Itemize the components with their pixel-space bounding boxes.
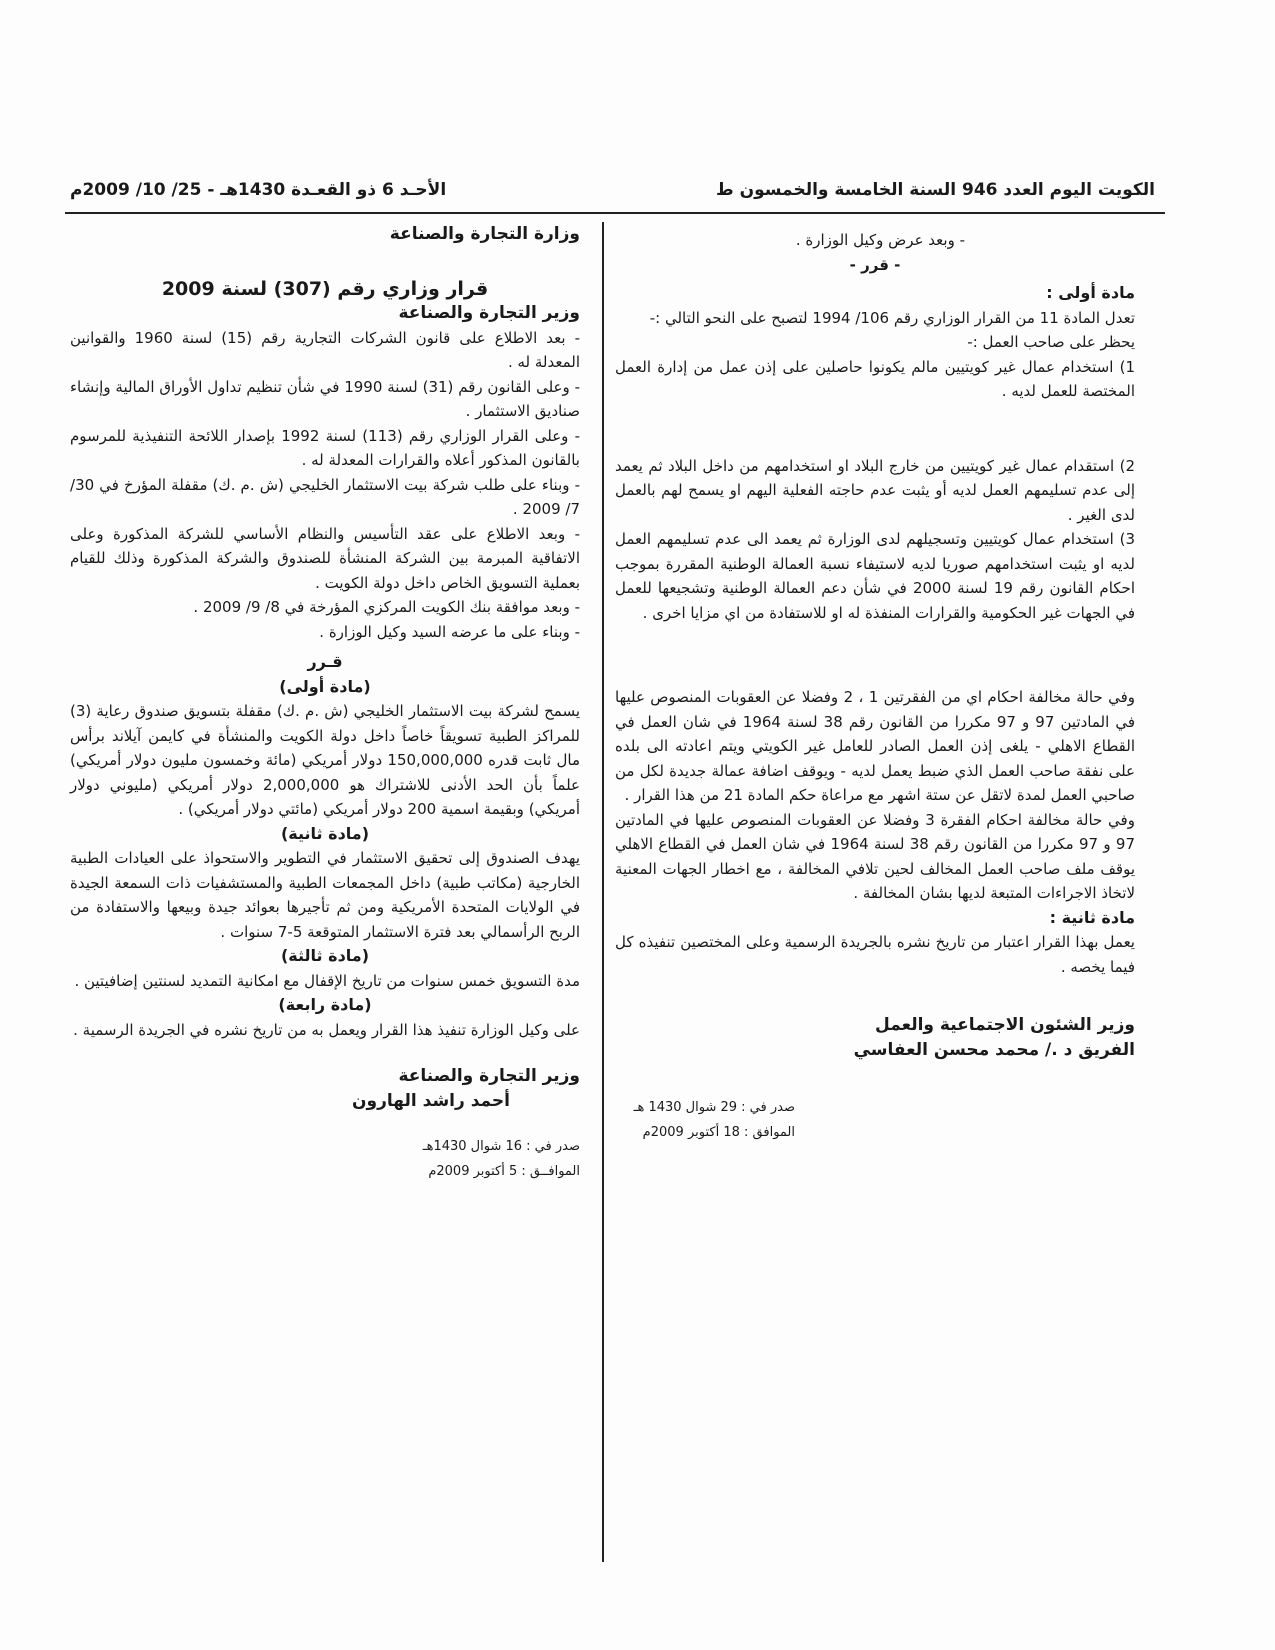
article2-text: يعمل بهذا القرار اعتبار من تاريخ نشره بالجريدة الرسمية وعلى المختصين تنفيذه كل فيما يخصه . <box>615 933 1135 976</box>
left-issued-date: صدر في : 16 شوال 1430هـ <box>422 1139 580 1154</box>
column-divider <box>602 222 604 1562</box>
left-minister-title: وزير التجارة والصناعة <box>398 1066 580 1086</box>
item-1: 1) استخدام عمال غير كويتيين مالم يكونوا حاصلين على إذن عمل من إدارة العمل المختصة للعمل لديه . <box>615 357 1135 400</box>
preamble-7: - وبناء على ما عرضه السيد وكيل الوزارة . <box>319 622 580 641</box>
article-3-text: مدة التسويق خمس سنوات من تاريخ الإقفال مع امكانية التمديد لسنتين إضافيتين . <box>74 971 580 990</box>
article1-title: مادة أولى : <box>1046 283 1135 302</box>
header-date: الأحـد 6 ذو القعـدة 1430هـ - 25/ 10/ 2009م <box>70 180 447 200</box>
left-minister-name: أحمد راشد الهارون <box>352 1090 510 1111</box>
minister-heading: وزير التجارة والصناعة <box>398 303 580 323</box>
decided-heading: - قرر - <box>849 255 901 274</box>
article-1-title: (مادة أولى) <box>279 676 371 696</box>
left-column <box>70 222 580 1184</box>
minister-title: وزير الشئون الاجتماعية والعمل <box>875 1015 1135 1035</box>
penalty-1: وفي حالة مخالفة احكام اي من الفقرتين 1 ، 2 وفضلا عن العقوبات المنصوص عليها في المادتين 97 و 97 مكررا من القانون رقم 38 لسنة 1964 في شان العمل في القطاع الاهلي - يلغى إذن العمل الصادر للعامل غير الكويتي ويتم اعادته الى بلده على نفقة صاحب العمل الذي ضبط يعمل لديه - ويوقف اضافة عمالة جديدة لكل من صاحبي العمل لمدة لاتقل عن ستة اشهر مع مراعاة حكم المادة 21 من هذا القرار . <box>615 688 1135 804</box>
prohibited-line: يحظر على صاحب العمل :- <box>967 333 1135 351</box>
article-2-title: (مادة ثانية) <box>280 823 370 843</box>
article-1-text: يسمح لشركة بيت الاستثمار الخليجي (ش .م .ك) مقفلة بتسويق صندوق رعاية (3) للمراكز الطبية تسويقاً خاصاً داخل دولة الكويت والمنشأة في كايمن آيلاند برأس مال ثابت قدره 150,000,000 دولار أمريكي (مائة وخمسون مليون دولار أمريكي) علماً بأن الحد الأدنى للاشتراك هو 2,000,000 دولار أمريكي (مليوني دولار أمريكي) وبقيمة اسمية 200 دولار أمريكي (مائتي دولار أمريكي) . <box>70 702 581 818</box>
preamble-6: - وبعد موافقة بنك الكويت المركزي المؤرخة في 8/ 9/ 2009 . <box>193 598 580 616</box>
article1-text: تعدل المادة 11 من القرار الوزاري رقم 106/ 1994 لتصبح على النحو التالي :- <box>649 308 1135 327</box>
right-column <box>615 228 1135 1145</box>
article-4-title: (مادة رابعة) <box>278 995 372 1014</box>
header-divider <box>65 212 1165 214</box>
preamble-4: - وبناء على طلب شركة بيت الاستثمار الخليجي (ش .م .ك) مقفلة المؤرخ في 30/ 7/ 2009 . <box>70 475 580 518</box>
article-3-title: (مادة ثالثة) <box>280 946 370 965</box>
preamble-2: - وعلى القانون رقم (31) لسنة 1990 في شأن تنظيم تداول الأوراق المالية وإنشاء صناديق الاستثمار . <box>70 377 580 420</box>
decided-heading-left: قـرر <box>307 652 343 671</box>
item-3: 3) استخدام عمال كويتيين وتسجيلهم لدى الوزارة ثم يعمد الى عدم تسليمهم العمل لديه او يثبت استخدامهم صوريا لديه لاستيفاء نسبة العمالة الوطنية المقررة بموجب احكام القانون رقم 19 لسنة 2000 في شأن دعم العمالة الوطنية وتشجيعها للعمل في الجهات غير الحكومية والقرارات المنفذة له او للاستفادة من اي مزايا اخرى . <box>615 530 1135 622</box>
preamble-5: - وبعد الاطلاع على عقد التأسيس والنظام الأساسي للشركة المذكورة وعلى الاتفاقية المبرمة بين الشركة المنشأة للصندوق والشركة المذكورة وذلك للقيام بعملية التسويق الخاص داخل دولة الكويت . <box>70 524 580 592</box>
preamble-1: - بعد الاطلاع على قانون الشركات التجارية رقم (15) لسنة 1960 والقوانين المعدلة له . <box>70 328 580 371</box>
header-publication-info: الكويت اليوم العدد 946 السنة الخامسة والخمسون ط <box>716 180 1155 200</box>
minister-name: الفريق د ./ محمد محسن العفاسي <box>853 1039 1135 1060</box>
preamble-3: - وعلى القرار الوزاري رقم (113) لسنة 1992 بإصدار اللائحة التنفيذية للمرسوم بالقانون المذكور أعلاه والقرارات المعدلة له . <box>70 426 580 469</box>
issued-date: صدر في : 29 شوال 1430 هـ <box>633 1100 795 1115</box>
corresponding-date: الموافق : 18 أكتوبر 2009م <box>642 1124 795 1140</box>
penalty-2: وفي حالة مخالفة احكام الفقرة 3 وفضلا عن العقوبات المنصوص عليها في المادتين 97 و 97 مكررا من القانون رقم 38 لسنة 1964 في شان العمل في القطاع الاهلي يوقف ملف صاحب العمل المخالف لحين تلافي المخالفة ، مع اخطار الجهات المعنية لاتخاذ الاجراءات المتبعة لديها بشان المخالفة . <box>615 810 1135 902</box>
decree-title: قرار وزاري رقم (307) لسنة 2009 <box>161 277 489 300</box>
article-4-text: على وكيل الوزارة تنفيذ هذا القرار ويعمل به من تاريخ نشره في الجريدة الرسمية . <box>73 1020 580 1039</box>
article-2-text: يهدف الصندوق إلى تحقيق الاستثمار في التطوير والاستحواذ على العيادات الطبية الخارجية (مكاتب طبية) داخل المجمعات الطبية والمستشفيات ذات السمعة الجيدة في الولايات المتحدة الأمريكية ومن ثم تأجيرها بعوائد جيدة وبيعها والاستفادة من الربح الرأسمالي بعد فترة الاستثمار المتوقعة 5-7 سنوات . <box>70 849 580 941</box>
left-corresponding-date: الموافــق : 5 أكتوبر 2009م <box>428 1163 580 1179</box>
ministry-name: وزارة التجارة والصناعة <box>389 224 580 244</box>
intro-line: - وبعد عرض وكيل الوزارة . <box>795 231 965 249</box>
item-2: 2) استقدام عمال غير كويتيين من خارج البلاد او استخدامهم من داخل البلاد ثم يعمد إلى عدم تسليمهم العمل لديه أو يثبت عدم حاجته الفعلية اليهم او يسمح لهم بالعمل لدى الغير . <box>615 456 1135 524</box>
article2-title: مادة ثانية : <box>1049 907 1135 927</box>
